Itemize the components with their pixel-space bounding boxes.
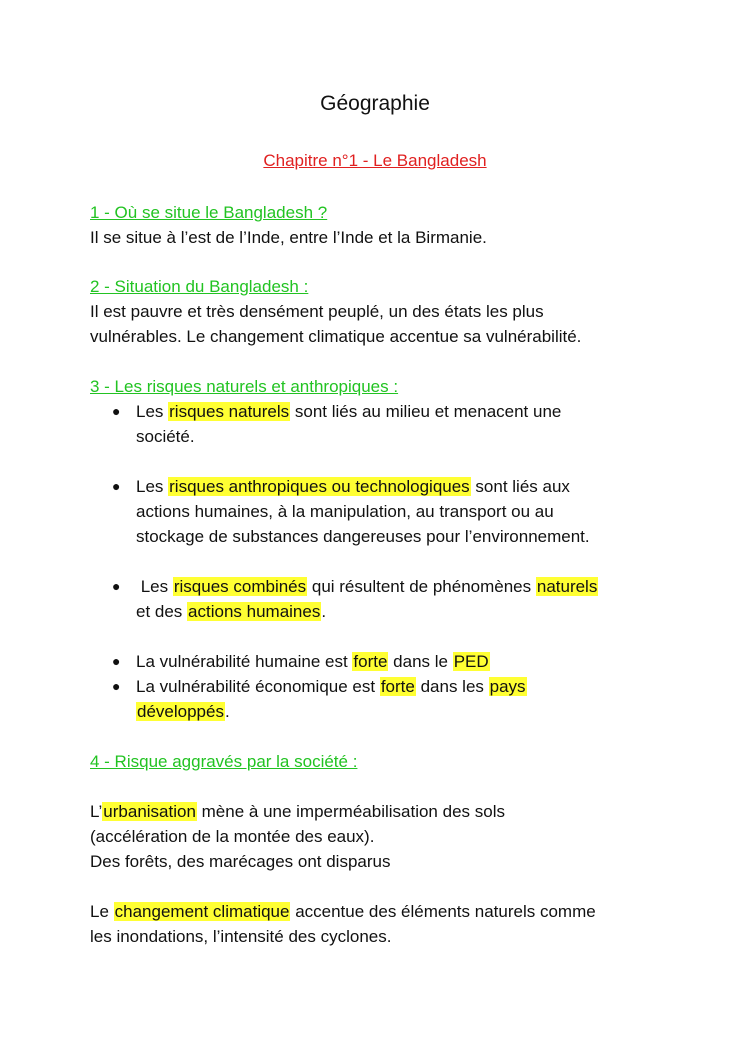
section4-heading: 4 - Risque aggravés par la société : [90,752,358,771]
highlight: risques naturels [169,402,290,421]
text-run: qui résultent de phénomènes [307,577,536,596]
section3-heading: 3 - Les risques naturels et anthropiques : [90,377,399,396]
text-run: . [224,702,230,721]
section4-p1-line1 [90,799,505,824]
highlight: développés [137,702,224,721]
text-run: accentue des éléments naturels comme [290,902,596,921]
bullet-dot: ● [112,653,121,669]
section4-p1-line3: Des forêts, des marécages ont disparus [90,852,391,871]
text-run: sont liés aux [470,477,570,496]
bullet2-line2: actions humaines, à la manipulation, au transport ou au [136,502,554,521]
text-run: Les [136,402,169,421]
bullet2-line1 [136,474,570,499]
text-run: mène à une imperméabilisation des sols [196,802,505,821]
text-run: L’ [90,802,103,821]
highlight: forte [353,652,388,671]
section4-p1-line2: (accélération de la montée des eaux). [90,827,375,846]
highlight: PED [453,652,489,671]
bullet1-line1 [136,399,561,424]
bullet5-line2 [136,699,230,724]
text-run: . [321,602,327,621]
text-run: La vulnérabilité économique est [136,677,380,696]
bullet-dot: ● [112,578,121,594]
highlight: risques combinés [173,577,307,596]
highlight: pays [489,677,526,696]
chapter-title: Chapitre n°1 - Le Bangladesh [263,151,487,170]
text-run: Les [136,577,173,596]
section2-line1: Il est pauvre et très densément peuplé, un des états les plus [90,302,544,321]
bullet5-line1 [136,674,527,699]
bullet3-line2 [136,599,326,624]
section2-line2: vulnérables. Le changement climatique accentue sa vulnérabilité. [90,327,582,346]
highlight: actions humaines [188,602,321,621]
text-run: et des [136,602,188,621]
section4-p2-line2: les inondations, l’intensité des cyclones. [90,927,392,946]
section2-heading: 2 - Situation du Bangladesh : [90,277,309,296]
bullet-dot: ● [112,403,121,419]
text-run: Le [90,902,114,921]
bullet-dot: ● [112,678,121,694]
text-run: Les [136,477,169,496]
highlight: naturels [536,577,598,596]
highlight: risques anthropiques ou technologiques [169,477,470,496]
highlight: urbanisation [103,802,196,821]
bullet3-line1 [136,574,598,599]
bullet1-line2: société. [136,427,195,446]
text-run: dans le [388,652,453,671]
text-run: La vulnérabilité humaine est [136,652,353,671]
bullet4-line1 [136,649,490,674]
text-run: dans les [415,677,489,696]
text-run: sont liés au milieu et menacent une [290,402,562,421]
highlight: forte [380,677,415,696]
section1-text: Il se situe à l’est de l’Inde, entre l’Inde et la Birmanie. [90,228,487,247]
section1-heading: 1 - Où se situe le Bangladesh ? [90,203,328,222]
page-title: Géographie [320,92,430,115]
bullet-dot: ● [112,478,121,494]
section4-p2-line1 [90,899,596,924]
bullet2-line3: stockage de substances dangereuses pour l’environnement. [136,527,590,546]
highlight: changement climatique [114,902,290,921]
